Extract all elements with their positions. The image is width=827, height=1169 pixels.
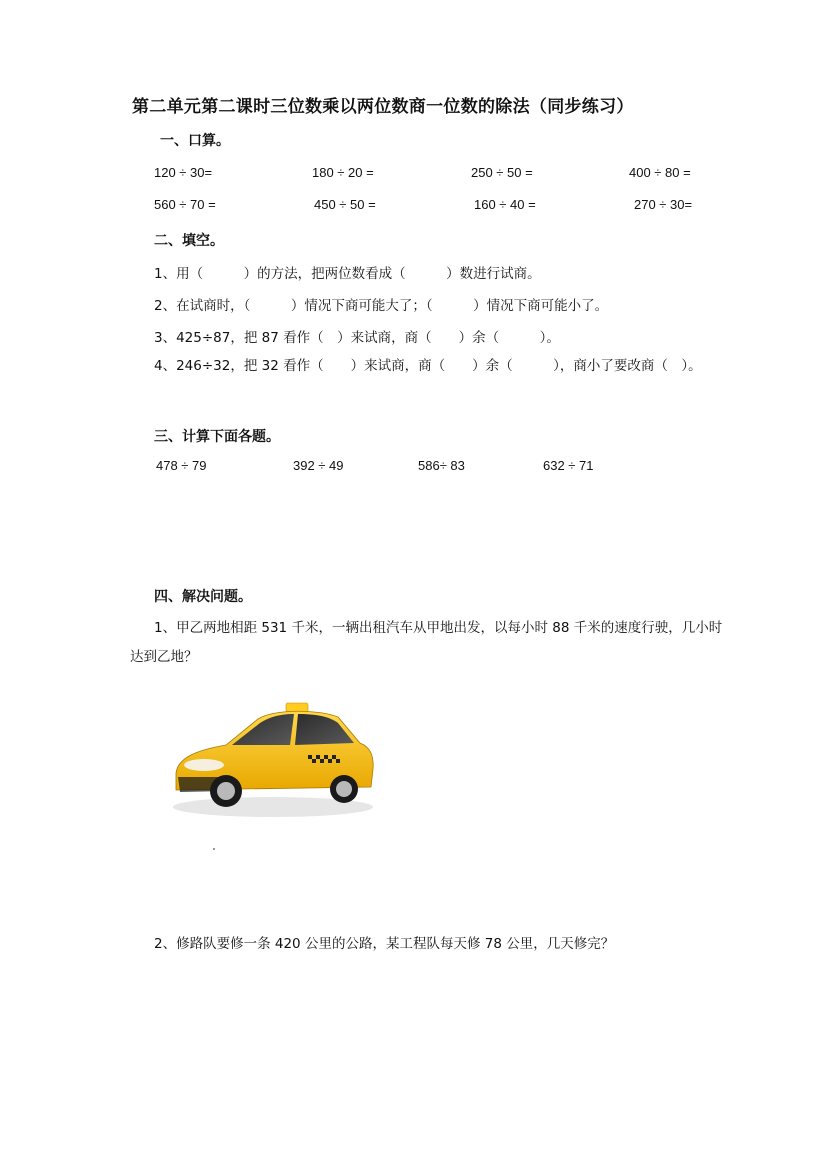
oral-calc-item: 560 ÷ 70 = bbox=[154, 197, 216, 212]
fill-blank-item-2: 2、在试商时，（ ）情况下商可能大了；（ ）情况下商可能小了。 bbox=[154, 298, 609, 314]
calc-item: 478 ÷ 79 bbox=[156, 458, 207, 473]
oral-calc-item: 160 ÷ 40 = bbox=[474, 197, 536, 212]
calc-item: 632 ÷ 71 bbox=[543, 458, 594, 473]
oral-calc-item: 450 ÷ 50 = bbox=[314, 197, 376, 212]
section-2-heading: 二、填空。 bbox=[154, 233, 224, 249]
calc-item: 392 ÷ 49 bbox=[293, 458, 344, 473]
taxi-image bbox=[168, 695, 378, 825]
calc-item: 586÷ 83 bbox=[418, 458, 465, 473]
word-problem-1: 1、甲乙两地相距 531 千米，一辆出租汽车从甲地出发，以每小时 88 千米的速度行驶，几小时达到乙地？ bbox=[130, 620, 723, 665]
word-problem-2: 2、修路队要修一条 420 公里的公路，某工程队每天修 78 公里，几天修完？ bbox=[154, 936, 615, 952]
fill-blank-item-3: 3、425÷87，把 87 看作（ ）来试商，商（ ）余（ ）。 bbox=[154, 330, 560, 346]
page-title: 第二单元第二课时三位数乘以两位数商一位数的除法（同步练习） bbox=[132, 97, 634, 117]
oral-calc-item: 250 ÷ 50 = bbox=[471, 165, 533, 180]
section-4-heading: 四、解决问题。 bbox=[154, 589, 252, 605]
stray-mark bbox=[213, 848, 215, 850]
section-1-heading: 一、口算。 bbox=[160, 133, 230, 149]
oral-calc-item: 120 ÷ 30= bbox=[154, 165, 213, 180]
fill-blank-item-4: 4、246÷32，把 32 看作（ ）来试商，商（ ）余（ ），商小了要改商（ ）。 bbox=[154, 358, 702, 374]
fill-blank-item-1: 1、用（ ）的方法，把两位数看成（ ）数进行试商。 bbox=[154, 266, 541, 282]
oral-calc-item: 270 ÷ 30= bbox=[634, 197, 693, 212]
section-3-heading: 三、计算下面各题。 bbox=[154, 429, 280, 445]
oral-calc-item: 180 ÷ 20 = bbox=[312, 165, 374, 180]
oral-calc-item: 400 ÷ 80 = bbox=[629, 165, 691, 180]
